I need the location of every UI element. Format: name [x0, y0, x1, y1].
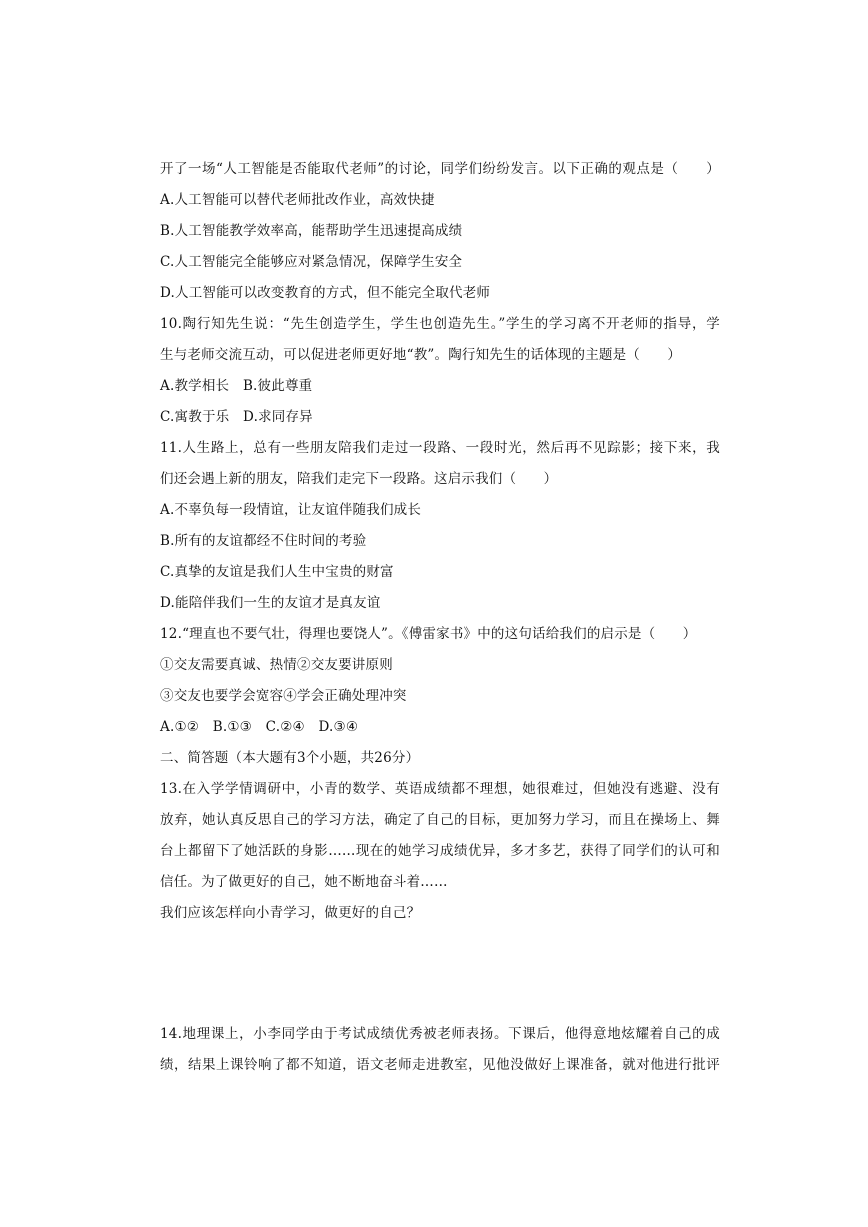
q10-stem-line-2: 生与老师交流互动，可以促进老师更好地“教”。陶行知先生的话体现的主题是（ ）: [160, 347, 682, 363]
q13-stem-line-1: 13.在入学学情调研中，小青的数学、英语成绩都不理想，她很难过，但她没有逃避、没有: [160, 781, 720, 797]
q13-stem-line-2: 放弃，她认真反思自己的学习方法，确定了自己的目标，更加努力学习，而且在操场上、舞: [160, 812, 720, 828]
q13-stem-line-3: 台上都留下了她活跃的身影……现在的她学习成绩优异，多才多艺，获得了同学们的认可和: [160, 843, 720, 859]
q9-stem-tail: 开了一场“人工智能是否能取代老师”的讨论，同学们纷纷发言。以下正确的观点是（ ）: [160, 161, 720, 177]
q11-option-c: C.真挚的友谊是我们人生中宝贵的财富: [160, 564, 394, 580]
q9-option-b: B.人工智能教学效率高，能帮助学生迅速提高成绩: [160, 223, 463, 239]
q12-options: A.①② B.①③ C.②④ D.③④: [160, 719, 359, 735]
q11-option-b: B.所有的友谊都经不住时间的考验: [160, 533, 367, 549]
q13-stem-line-4: 信任。为了做更好的自己，她不断地奋斗着……: [160, 874, 448, 890]
q11-option-d: D.能陪伴我们一生的友谊才是真友谊: [160, 595, 381, 611]
q9-option-a: A.人工智能可以替代老师批改作业，高效快捷: [160, 192, 435, 208]
q14-stem-line-2: 绩，结果上课铃响了都不知道，语文老师走进教室，见他没做好上课准备，就对他进行批评: [160, 1057, 720, 1073]
q12-statements-1-2: ①交友需要真诚、热情②交友要讲原则: [160, 657, 393, 673]
q10-options-cd: C.寓教于乐 D.求同存异: [160, 409, 313, 425]
section-heading: 二、简答题（本大题有3个小题，共26分）: [160, 750, 420, 766]
q12-statements-3-4: ③交友也要学会宽容④学会正确处理冲突: [160, 688, 407, 704]
q10-options-ab: A.教学相长 B.彼此尊重: [160, 378, 313, 394]
q10-stem-line-1: 10.陶行知先生说：“先生创造学生，学生也创造先生。”学生的学习离不开老师的指导，学: [160, 316, 720, 332]
q12-stem: 12.“理直也不要气壮，得理也要饶人”。《傅雷家书》中的这句话给我们的启示是（ ）: [160, 626, 697, 642]
q11-stem-line-2: 们还会遇上新的朋友，陪我们走完下一段路。这启示我们（ ）: [160, 471, 558, 487]
q14-stem-line-1: 14.地理课上，小李同学由于考试成绩优秀被老师表扬。下课后，他得意地炫耀着自己的成: [160, 1026, 720, 1042]
q11-option-a: A.不辜负每一段情谊，让友谊伴随我们成长: [160, 502, 422, 518]
q9-option-d: D.人工智能可以改变教育的方式，但不能完全取代老师: [160, 285, 491, 301]
q9-option-c: C.人工智能完全能够应对紧急情况，保障学生安全: [160, 254, 463, 270]
q11-stem-line-1: 11.人生路上，总有一些朋友陪我们走过一段路、一段时光，然后再不见踪影；接下来，我: [160, 440, 720, 456]
q13-question: 我们应该怎样向小青学习，做更好的自己？: [160, 905, 421, 921]
